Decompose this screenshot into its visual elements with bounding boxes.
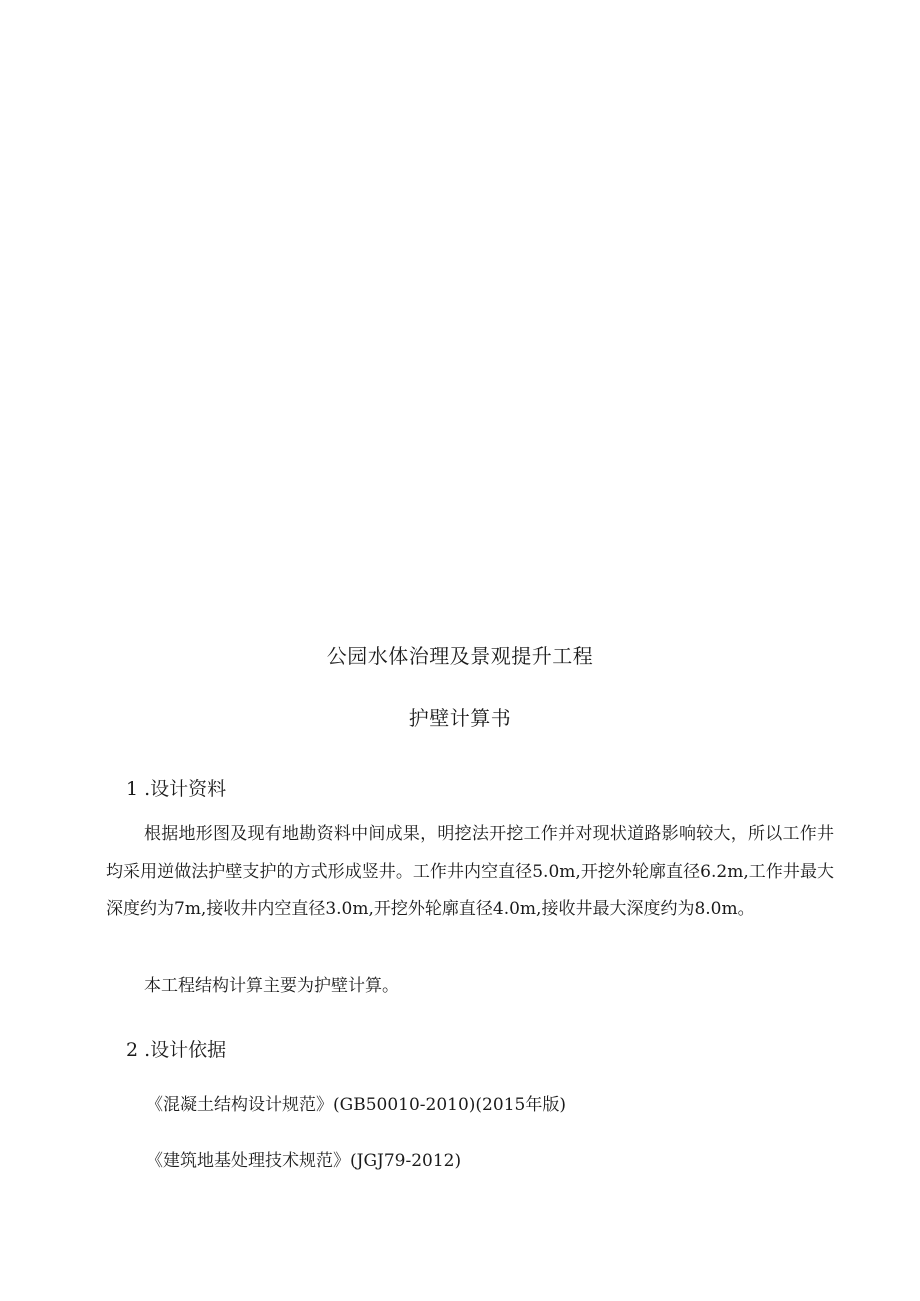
section-number: 1 bbox=[126, 778, 139, 800]
section-number: 2 bbox=[126, 1039, 139, 1061]
section-heading-design-data bbox=[126, 774, 226, 801]
section-paragraph: 本工程结构计算主要为护壁计算。 bbox=[144, 976, 399, 996]
document-title: 公园水体治理及景观提升工程 bbox=[326, 644, 594, 668]
reference-item: 《建筑地基处理技术规范》(JGJ79-2012) bbox=[146, 1151, 462, 1171]
document-subtitle: 护壁计算书 bbox=[408, 706, 512, 730]
reference-item: 《混凝土结构设计规范》(GB50010-2010)(2015年版) bbox=[146, 1095, 566, 1115]
section-title: .设计依据 bbox=[144, 1039, 227, 1061]
section-heading-design-basis bbox=[126, 1035, 226, 1062]
section-paragraph: 根据地形图及现有地勘资料中间成果，明挖法开挖工作并对现状道路影响较大，所以工作井均采用逆做法护壁支护的方式形成竖井。工作井内空直径5.0m,开挖外轮廓直径6.2m,工作井最大深度约为7m,接收井内空直径3.0m,开挖外轮廓直径4.0m,接收井最大深度约为8.0m。 bbox=[106, 824, 834, 920]
section-title: .设计资料 bbox=[144, 778, 227, 800]
